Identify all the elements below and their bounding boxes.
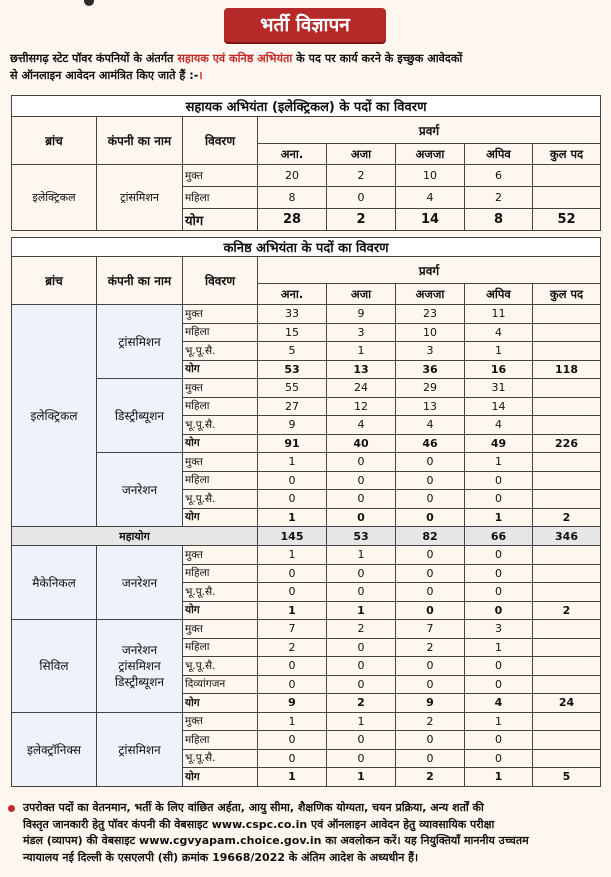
value-cell: 14: [465, 397, 533, 416]
value-cell: 2: [327, 165, 396, 187]
company-cell: ट्रांसमिशन: [97, 305, 183, 379]
row-label: महिला: [183, 471, 258, 490]
value-cell: 28: [258, 209, 327, 231]
grand-total-label: महायोग: [12, 527, 258, 546]
company-cell: डिस्ट्रीब्यूशन: [97, 379, 183, 453]
intro-text: [10, 50, 606, 84]
value-cell: 4: [327, 416, 396, 435]
value-cell: 31: [465, 379, 533, 398]
value-cell: 2: [465, 187, 533, 209]
row-label: मुक्त: [183, 453, 258, 472]
page-title-banner: भर्ती विज्ञापन: [224, 8, 386, 42]
value-cell: 0: [465, 675, 533, 694]
note-line-3: मंडल (व्यापम) की वेबसाइट www.cgvyapam.choice.gov.in का अवलोकन करें। यह नियुक्तियाँ माननीय उच्चतम: [23, 834, 529, 847]
value-cell: 5: [258, 342, 327, 361]
header-col-1: अजा: [327, 284, 396, 305]
top-decoration: [84, 0, 94, 6]
row-label: योग: [183, 360, 258, 379]
header-col-3: अपिव: [465, 284, 533, 305]
value-cell: 8: [258, 187, 327, 209]
value-cell: 0: [327, 490, 396, 509]
value-cell: 3: [396, 342, 465, 361]
assistant-engineer-table: [11, 95, 601, 231]
value-cell: 0: [396, 546, 465, 565]
note-line-2: विस्तृत जानकारी हेतु पॉवर कंपनी की वेबसाइट www.cspc.co.in एवं ऑनलाइन आवेदन हेतु व्यावसायिक परीक्षा: [23, 817, 495, 831]
bullet-icon: [8, 805, 15, 812]
value-cell: 9: [258, 416, 327, 435]
row-label: मुक्त: [183, 546, 258, 565]
note-line-1: उपरोक्त पदों का वेतनमान, भर्ती के लिए वांछित अर्हता, आयु सीमा, शैक्षणिक योग्यता, चयन प्रक्रिया, अन्य शर्तों की: [23, 801, 484, 814]
value-cell: [533, 187, 601, 209]
value-cell: 9: [258, 694, 327, 713]
branch-cell: इलेक्ट्रिकल: [12, 165, 97, 231]
value-cell: 0: [465, 564, 533, 583]
value-cell: 66: [465, 527, 533, 546]
value-cell: 2: [327, 694, 396, 713]
intro-part1: छत्तीसगढ़ स्टेट पॉवर कंपनियों के अंतर्गत: [10, 52, 178, 65]
value-cell: 20: [258, 165, 327, 187]
value-cell: 4: [465, 416, 533, 435]
value-cell: 0: [465, 471, 533, 490]
company-cell: [97, 620, 183, 713]
intro-line2-end: ।: [198, 69, 203, 82]
value-cell: [533, 638, 601, 657]
value-cell: 53: [327, 527, 396, 546]
value-cell: 5: [533, 768, 601, 787]
value-cell: 0: [327, 731, 396, 750]
row-label: भू.पू.सै.: [183, 342, 258, 361]
value-cell: 1: [327, 712, 396, 731]
junior-table-title: कनिष्ठ अभियंता के पदों का विवरण: [12, 238, 601, 257]
value-cell: 1: [258, 453, 327, 472]
value-cell: [533, 342, 601, 361]
value-cell: 226: [533, 434, 601, 453]
value-cell: 0: [396, 453, 465, 472]
value-cell: 0: [258, 749, 327, 768]
row-label: योग: [183, 768, 258, 787]
value-cell: 1: [465, 342, 533, 361]
value-cell: 0: [327, 675, 396, 694]
table-row: [12, 712, 601, 731]
value-cell: 0: [465, 546, 533, 565]
value-cell: 0: [465, 731, 533, 750]
row-label: भू.पू.सै.: [183, 490, 258, 509]
value-cell: 4: [396, 187, 465, 209]
value-cell: 1: [258, 768, 327, 787]
value-cell: 0: [396, 749, 465, 768]
value-cell: [533, 675, 601, 694]
row-label: मुक्त: [183, 305, 258, 324]
value-cell: 2: [258, 638, 327, 657]
value-cell: [533, 305, 601, 324]
footer-notes: [8, 800, 608, 866]
value-cell: 4: [396, 416, 465, 435]
table-row: [12, 165, 601, 187]
value-cell: 2: [396, 712, 465, 731]
header-branch: ब्रांच: [12, 257, 97, 305]
value-cell: [533, 749, 601, 768]
value-cell: 0: [258, 564, 327, 583]
table-row: [12, 305, 601, 324]
row-label: महिला: [183, 564, 258, 583]
value-cell: 7: [258, 620, 327, 639]
value-cell: 52: [533, 209, 601, 231]
header-col-3: अपिव: [465, 144, 533, 165]
value-cell: 9: [396, 694, 465, 713]
note-line-4: न्यायालय नई दिल्ली के एसएलपी (सी) क्रमांक 19668/2022 के अंतिम आदेश के अध्यधीन हैं।: [23, 850, 419, 864]
branch-cell: सिविल: [12, 620, 97, 713]
value-cell: 13: [396, 397, 465, 416]
header-category: प्रवर्ग: [258, 257, 601, 284]
value-cell: 14: [396, 209, 465, 231]
header-category: प्रवर्ग: [258, 117, 601, 144]
value-cell: 23: [396, 305, 465, 324]
value-cell: 0: [465, 583, 533, 602]
value-cell: [533, 471, 601, 490]
value-cell: 29: [396, 379, 465, 398]
value-cell: 10: [396, 165, 465, 187]
value-cell: 0: [396, 675, 465, 694]
value-cell: 0: [396, 471, 465, 490]
value-cell: [533, 712, 601, 731]
value-cell: [533, 731, 601, 750]
table-row: [12, 379, 601, 398]
value-cell: 46: [396, 434, 465, 453]
header-details: विवरण: [183, 117, 258, 165]
value-cell: [533, 657, 601, 676]
value-cell: 0: [465, 490, 533, 509]
row-label: योग: [183, 508, 258, 527]
value-cell: 0: [327, 583, 396, 602]
value-cell: 1: [258, 712, 327, 731]
header-col-0: अना.: [258, 144, 327, 165]
row-label: योग: [183, 209, 258, 231]
value-cell: 0: [327, 508, 396, 527]
value-cell: 0: [258, 731, 327, 750]
header-col-1: अजा: [327, 144, 396, 165]
row-label: महिला: [183, 731, 258, 750]
company-name: जनरेशन: [121, 642, 158, 657]
table-row: [12, 620, 601, 639]
junior-engineer-table: [11, 237, 601, 787]
value-cell: 0: [258, 490, 327, 509]
value-cell: 1: [327, 342, 396, 361]
value-cell: 1: [465, 508, 533, 527]
row-label: मुक्त: [183, 165, 258, 187]
company-name: ट्रांसमिशन: [118, 658, 161, 673]
value-cell: 0: [396, 490, 465, 509]
value-cell: 2: [396, 638, 465, 657]
header-company: कंपनी का नाम: [97, 117, 183, 165]
value-cell: 0: [327, 564, 396, 583]
row-label: योग: [183, 694, 258, 713]
value-cell: 0: [327, 657, 396, 676]
row-label: मुक्त: [183, 712, 258, 731]
value-cell: 2: [327, 620, 396, 639]
value-cell: 16: [465, 360, 533, 379]
value-cell: 118: [533, 360, 601, 379]
value-cell: 1: [327, 601, 396, 620]
value-cell: [533, 546, 601, 565]
assistant-table-title: सहायक अभियंता (इलेक्ट्रिकल) के पदों का विवरण: [12, 96, 601, 117]
header-col-0: अना.: [258, 284, 327, 305]
value-cell: 2: [533, 508, 601, 527]
value-cell: 346: [533, 527, 601, 546]
value-cell: 24: [533, 694, 601, 713]
value-cell: 2: [327, 209, 396, 231]
value-cell: [533, 379, 601, 398]
row-label: भू.पू.सै.: [183, 583, 258, 602]
value-cell: 0: [327, 749, 396, 768]
header-col-2: अजजा: [396, 144, 465, 165]
value-cell: 0: [396, 564, 465, 583]
value-cell: 6: [465, 165, 533, 187]
value-cell: 15: [258, 323, 327, 342]
row-label: मुक्त: [183, 620, 258, 639]
row-label: भू.पू.सै.: [183, 749, 258, 768]
row-label: महिला: [183, 187, 258, 209]
value-cell: 0: [396, 508, 465, 527]
value-cell: 145: [258, 527, 327, 546]
value-cell: 12: [327, 397, 396, 416]
header-col-4: कुल पद: [533, 144, 601, 165]
value-cell: 0: [258, 675, 327, 694]
company-cell: ट्रांसमिशन: [97, 712, 183, 786]
value-cell: 4: [465, 323, 533, 342]
intro-line2: से ऑनलाइन आवेदन आमंत्रित किए जाते हैं :-: [10, 69, 199, 82]
value-cell: [533, 620, 601, 639]
value-cell: 1: [327, 546, 396, 565]
value-cell: [533, 490, 601, 509]
header-company: कंपनी का नाम: [97, 257, 183, 305]
value-cell: [533, 564, 601, 583]
row-label: महिला: [183, 638, 258, 657]
value-cell: [533, 416, 601, 435]
value-cell: 0: [396, 583, 465, 602]
value-cell: 0: [465, 749, 533, 768]
value-cell: 53: [258, 360, 327, 379]
value-cell: 1: [465, 768, 533, 787]
company-cell: जनरेशन: [97, 453, 183, 527]
value-cell: 82: [396, 527, 465, 546]
row-label: योग: [183, 434, 258, 453]
value-cell: 10: [396, 323, 465, 342]
value-cell: 1: [258, 546, 327, 565]
branch-cell: इलेक्ट्रॉनिक्स: [12, 712, 97, 786]
value-cell: 1: [327, 768, 396, 787]
row-label: योग: [183, 601, 258, 620]
company-cell: जनरेशन: [97, 546, 183, 620]
grand-total-row: [12, 527, 601, 546]
value-cell: 49: [465, 434, 533, 453]
header-branch: ब्रांच: [12, 117, 97, 165]
value-cell: 0: [327, 638, 396, 657]
value-cell: 33: [258, 305, 327, 324]
value-cell: 11: [465, 305, 533, 324]
value-cell: 3: [327, 323, 396, 342]
table-row: [12, 546, 601, 565]
value-cell: 3: [465, 620, 533, 639]
value-cell: 0: [327, 453, 396, 472]
value-cell: 0: [396, 657, 465, 676]
value-cell: 0: [465, 657, 533, 676]
value-cell: [533, 583, 601, 602]
row-label: भू.पू.सै.: [183, 416, 258, 435]
value-cell: 27: [258, 397, 327, 416]
value-cell: 1: [258, 601, 327, 620]
row-label: मुक्त: [183, 379, 258, 398]
row-label: भू.पू.सै.: [183, 657, 258, 676]
table-row: [12, 453, 601, 472]
value-cell: 24: [327, 379, 396, 398]
branch-cell: इलेक्ट्रिकल: [12, 305, 97, 527]
row-label: दिव्यांगजन: [183, 675, 258, 694]
value-cell: 0: [327, 187, 396, 209]
value-cell: 2: [533, 601, 601, 620]
company-cell: ट्रांसमिशन: [97, 165, 183, 231]
row-label: महिला: [183, 323, 258, 342]
value-cell: [533, 397, 601, 416]
value-cell: [533, 323, 601, 342]
company-name: डिस्ट्रीब्यूशन: [114, 674, 165, 689]
header-details: विवरण: [183, 257, 258, 305]
header-col-2: अजजा: [396, 284, 465, 305]
value-cell: 8: [465, 209, 533, 231]
row-label: महिला: [183, 397, 258, 416]
value-cell: 2: [396, 768, 465, 787]
value-cell: 1: [465, 712, 533, 731]
value-cell: 0: [396, 731, 465, 750]
value-cell: 13: [327, 360, 396, 379]
value-cell: 9: [327, 305, 396, 324]
value-cell: 0: [327, 471, 396, 490]
value-cell: 0: [396, 601, 465, 620]
value-cell: 91: [258, 434, 327, 453]
value-cell: 0: [258, 657, 327, 676]
intro-part2: के पद पर कार्य करने के इच्छुक आवेदकों: [292, 52, 463, 65]
value-cell: 40: [327, 434, 396, 453]
value-cell: 0: [465, 601, 533, 620]
intro-highlight: सहायक एवं कनिष्ठ अभियंता: [177, 52, 293, 65]
value-cell: 36: [396, 360, 465, 379]
value-cell: 1: [465, 638, 533, 657]
value-cell: 4: [465, 694, 533, 713]
value-cell: 0: [258, 471, 327, 490]
value-cell: 55: [258, 379, 327, 398]
value-cell: 7: [396, 620, 465, 639]
value-cell: 0: [258, 583, 327, 602]
branch-cell: मैकेनिकल: [12, 546, 97, 620]
value-cell: [533, 453, 601, 472]
header-col-4: कुल पद: [533, 284, 601, 305]
value-cell: 1: [465, 453, 533, 472]
value-cell: [533, 165, 601, 187]
value-cell: 1: [258, 508, 327, 527]
